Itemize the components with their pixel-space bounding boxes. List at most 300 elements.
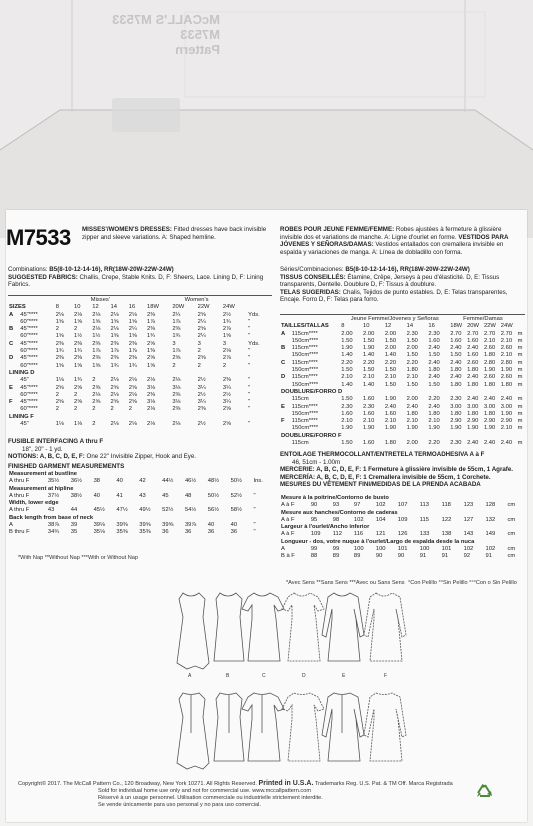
table-cell: A <box>281 330 286 337</box>
table-cell: 2¼ <box>128 326 137 333</box>
table-row <box>8 406 272 413</box>
table-cell: C <box>9 340 14 347</box>
table-cell: 2⅜ <box>222 377 231 384</box>
table-cell: " <box>248 421 251 428</box>
table-cell: 88 <box>310 553 318 560</box>
table-cell: m <box>517 374 523 381</box>
table-cell: 150cm**** <box>291 367 319 374</box>
table-cell: 2.40 <box>467 374 479 381</box>
table-cell: 113 <box>419 502 429 509</box>
technical-sketches <box>0 585 533 795</box>
title-fr: ROBES POUR JEUNE FEMME/FEMME: <box>280 226 395 233</box>
table-cell: 93 <box>332 502 340 509</box>
table-cell: m <box>517 330 523 337</box>
table-cell: 1.40 <box>363 352 375 359</box>
table-cell: 2½ <box>222 391 231 398</box>
table-cell: 8 <box>55 304 59 311</box>
table-cell: 45 <box>162 492 169 499</box>
table-cell: 2.30 <box>450 396 462 403</box>
table-cell: 2.30 <box>450 440 462 447</box>
table-cell: 2 <box>172 362 176 369</box>
table-cell: 2⅜ <box>172 406 181 413</box>
table-cell: 40 <box>116 478 123 485</box>
table-cell: 35⅜ <box>139 529 151 536</box>
desc-es: Vestidos entallados con cremallera invisible en espalda y variaciones de manga. A: Línea de dobladillo con forma. <box>280 241 504 256</box>
table-cell: 2⅛ <box>128 391 137 398</box>
table-cell: 2.20 <box>406 359 418 366</box>
table-cell: 150cm**** <box>291 381 319 388</box>
table-cell: 2 <box>92 377 96 384</box>
table-cell: 2 <box>55 326 59 333</box>
entoilage-value: 46, 51cm - 1.00m <box>292 458 341 466</box>
table-cell: 2.40 <box>483 396 496 403</box>
table-cell: cm <box>507 502 516 509</box>
table-cell: 1.60 <box>363 396 375 403</box>
table-cell: 2⅛ <box>222 348 231 355</box>
table-cell: A thru F <box>9 478 30 485</box>
table-cell: 2.40 <box>428 403 440 410</box>
table-cell: m <box>517 418 523 425</box>
table-cell: 1.90 <box>450 425 462 432</box>
table-cell: 2 <box>92 406 96 413</box>
table-cell: 2.40 <box>428 359 440 366</box>
table-cell: 37½ <box>47 492 60 499</box>
table-cell: 45"**** <box>20 311 38 318</box>
table-cell: 2⅝ <box>92 384 101 391</box>
table-cell: E <box>9 384 13 391</box>
table-cell: m <box>517 396 523 403</box>
table-row <box>280 517 525 524</box>
table-row <box>280 425 525 432</box>
table-cell: 89 <box>332 553 340 560</box>
footer <box>18 780 508 809</box>
table-cell: 16 <box>128 304 136 311</box>
table-cell: 150cm**** <box>291 425 319 432</box>
table-row <box>8 377 272 384</box>
nap-note-es: °Con Pelillo °°Sin Pelillo °°°Con o Sin Pelillo <box>408 580 517 586</box>
table-cell: 115cm**** <box>291 330 318 337</box>
table-cell: 102 <box>375 502 386 509</box>
table-row <box>280 352 525 359</box>
sketch-label-d: D <box>302 673 306 679</box>
table-cell: 126 <box>397 531 408 538</box>
table-cell: Mesure aux hanches/Contorno de caderas <box>281 509 398 516</box>
table-cell: Yds. <box>248 311 260 318</box>
mesures-label: MESURES DU VÊTEMENT FINI/MEDIDAS DE LA PRENDA ACABADA <box>280 481 481 488</box>
table-cell <box>247 304 272 311</box>
finished-measurements-metric <box>280 495 525 561</box>
table-cell: 43 <box>47 507 55 514</box>
table-cell: 1.90 <box>384 396 397 403</box>
table-cell: 1.80 <box>450 367 462 374</box>
table-cell: 3⅛ <box>147 399 156 406</box>
table-cell: 1⅝ <box>110 333 119 340</box>
table-cell: 2⅝ <box>92 399 101 406</box>
finished-measurements-us <box>8 471 272 537</box>
table-cell <box>280 352 291 359</box>
table-cell: 2.10 <box>341 374 353 381</box>
table-cell: TAILLES/TALLAS <box>281 323 329 330</box>
table-row <box>8 326 272 333</box>
table-cell: 1⅝ <box>92 362 101 369</box>
table-cell: 1.60 <box>363 410 375 417</box>
table-cell: 2 <box>197 348 201 355</box>
table-cell: 24W <box>500 323 513 330</box>
table-cell: 150cm**** <box>291 410 319 417</box>
table-cell: 35⅜ <box>116 529 128 536</box>
table-cell: 2⅜ <box>147 391 156 398</box>
notions-label: NOTIONS: A, B, C, D, E, F: <box>8 453 85 460</box>
table-cell: 2⅝ <box>55 399 64 406</box>
table-cell: 39⅜ <box>116 522 128 529</box>
table-cell: 2.00 <box>406 440 418 447</box>
table-cell: cm <box>507 531 516 538</box>
table-cell <box>19 297 54 304</box>
measure-heading <box>280 495 525 502</box>
right-description <box>280 226 525 256</box>
table-cell: 2⅛ <box>172 421 181 428</box>
table-cell: Jeune Femme/Jóvenes y Señoras <box>350 316 439 322</box>
table-cell: 3.00 <box>500 403 513 410</box>
sketch-label-a: A <box>188 673 192 679</box>
table-row <box>8 493 272 500</box>
table-cell: " <box>253 522 256 529</box>
table-cell: 1¾ <box>222 318 231 325</box>
table-cell: 42 <box>139 478 146 485</box>
table-row <box>280 546 525 553</box>
table-cell <box>517 323 525 330</box>
table-cell: 2 <box>73 326 78 333</box>
table-cell: 40 <box>207 522 215 529</box>
yardage-table-us <box>8 297 272 428</box>
table-cell: 2.40 <box>428 345 440 352</box>
table-cell: 2⅛ <box>128 311 137 318</box>
ghost-line: M7533 <box>180 27 220 42</box>
table-cell <box>8 363 19 370</box>
table-cell: 1¾ <box>147 333 156 340</box>
table-cell: 2.10 <box>406 418 418 425</box>
table-cell: 2.00 <box>341 330 353 337</box>
table-cell: 2⅛ <box>92 391 101 398</box>
table-cell: 41 <box>116 492 123 499</box>
sketch-front-e <box>322 593 364 661</box>
table-cell: 40 <box>230 522 238 529</box>
table-cell: D <box>281 374 286 381</box>
table-cell: 2.10 <box>428 418 440 425</box>
table-cell: 1.50 <box>363 367 375 374</box>
table-cell: 18W <box>147 304 159 311</box>
table-cell: 48 <box>184 492 192 499</box>
table-cell: 102 <box>463 546 474 553</box>
table-cell: " <box>248 326 251 333</box>
table-cell: 10 <box>73 304 81 311</box>
table-cell: 1¾ <box>73 348 83 355</box>
table-cell: 1.60 <box>384 410 397 417</box>
table-row <box>8 319 272 326</box>
table-cell: 90 <box>310 502 318 509</box>
table-cell: 2.10 <box>483 337 496 344</box>
table-cell: 2⅝ <box>147 355 156 362</box>
table-cell: 132 <box>485 516 496 523</box>
table-row <box>8 478 272 485</box>
table-cell: 1.50 <box>428 352 440 359</box>
table-cell: 2½ <box>197 377 206 384</box>
sketch-back-e <box>322 693 364 761</box>
table-cell: 2⅜ <box>110 355 119 362</box>
table-cell: 1⅞ <box>110 348 119 355</box>
sketch-back-f <box>364 693 406 761</box>
table-cell: 1.60 <box>363 440 375 447</box>
table-cell: 14 <box>110 304 117 311</box>
table-cell: 60"**** <box>20 406 38 413</box>
table-cell: 95 <box>310 516 318 523</box>
table-cell: 1.50 <box>384 381 397 388</box>
table-cell: 2.10 <box>500 352 513 359</box>
table-cell: 38⅞ <box>47 522 60 529</box>
table-cell: 115cm**** <box>291 359 318 366</box>
table-cell: 2.20 <box>428 396 440 403</box>
table-cell: 2 <box>222 362 227 369</box>
sketch-back-b <box>214 693 244 761</box>
table-cell: 102 <box>353 516 364 523</box>
table-cell: 2.10 <box>500 337 513 344</box>
table-cell: 48½ <box>207 478 220 485</box>
table-cell: 1¾ <box>128 362 137 369</box>
left-description <box>82 226 272 241</box>
table-cell: 2⅛ <box>110 391 119 398</box>
table-cell: 16 <box>428 323 435 330</box>
table-cell: 2.40 <box>450 359 462 366</box>
table-row <box>8 421 272 428</box>
table-cell: A à F <box>281 531 295 538</box>
table-cell: 2.40 <box>467 440 479 447</box>
table-cell: 45"**** <box>20 399 38 406</box>
table-cell: 1.50 <box>384 337 397 344</box>
table-cell: 14 <box>406 323 414 330</box>
table-cell: 60"**** <box>20 348 38 355</box>
table-cell: 1⅝ <box>73 318 83 325</box>
table-row <box>280 531 525 538</box>
table-cell: 2⅛ <box>73 311 83 318</box>
table-cell: 1.80 <box>428 367 440 374</box>
table-cell: 2.40 <box>384 403 397 410</box>
table-cell: cm <box>507 516 516 523</box>
table-cell: 115cm**** <box>291 418 318 425</box>
table-cell: 1⅞ <box>128 348 137 355</box>
table-cell <box>280 425 291 432</box>
series-label: Séries/Combinaciones: <box>280 266 344 273</box>
table-cell: Measurement at hipline <box>9 485 74 492</box>
table-cell: m <box>517 440 523 447</box>
table-cell: 10 <box>363 323 370 330</box>
table-cell: 2.90 <box>450 418 462 425</box>
desc-fr: Robes ajustées à fermeture à glissière invisible dos et variations de manche. A: Ligne d'ourlet en forme. <box>280 226 502 241</box>
sketch-front-b <box>214 593 244 661</box>
table-cell: B <box>281 345 286 352</box>
table-cell: 2.20 <box>384 359 397 366</box>
table-cell: 39⅛ <box>93 522 105 529</box>
table-cell: 2.10 <box>406 374 418 381</box>
table-cell: 1.90 <box>428 425 440 432</box>
table-cell: 121 <box>375 531 386 538</box>
divider <box>8 295 272 296</box>
table-cell: Width, lower edge <box>9 500 59 507</box>
table-row <box>280 360 525 367</box>
table-cell: 1.50 <box>341 367 353 374</box>
table-cell: 24W <box>222 304 235 311</box>
table-cell: 2⅜ <box>110 340 119 347</box>
table-cell: 118 <box>441 502 451 509</box>
table-cell: " <box>248 362 251 369</box>
table-cell: 2¼ <box>197 333 206 340</box>
table-cell: 99 <box>310 546 318 553</box>
table-group-row <box>280 316 525 323</box>
table-cell: 1¾ <box>55 348 64 355</box>
table-cell: 1.90 <box>483 425 496 432</box>
table-cell: 2 <box>110 406 114 413</box>
table-cell: 3⅛ <box>172 384 181 391</box>
table-cell: 1⅞ <box>92 348 101 355</box>
table-cell: 115cm <box>291 396 309 403</box>
table-cell: 2⅝ <box>147 340 156 347</box>
table-cell: F <box>9 399 13 406</box>
table-cell: 1⅛ <box>55 421 64 428</box>
table-cell: 2⅜ <box>73 340 83 347</box>
table-cell: 100 <box>375 546 386 553</box>
table-row <box>280 338 525 345</box>
table-cell: Yds. <box>248 340 260 347</box>
table-cell: 2⅛ <box>172 377 181 384</box>
table-cell: 12 <box>384 323 392 330</box>
table-cell: 2¼ <box>172 311 181 318</box>
table-cell: 2.70 <box>467 330 479 337</box>
merceria-value: MERCERÍA: A, B, C, D, E, F: 1 Cremallera invisible de 55cm, 1 Corchete. <box>280 473 491 481</box>
table-cell: 115 <box>419 516 429 523</box>
table-cell: 2.40 <box>428 374 440 381</box>
table-header <box>280 323 525 330</box>
table-cell: 2⅛ <box>110 421 119 428</box>
divider <box>280 314 525 315</box>
table-cell: " <box>253 529 256 536</box>
table-cell: A thru F <box>9 492 30 499</box>
table-cell: 90 <box>397 553 405 560</box>
table-cell: 3 <box>197 340 201 347</box>
table-cell: 1.40 <box>341 381 353 388</box>
footer-url[interactable]: www.mccallpattern.com <box>252 788 311 794</box>
table-cell: 45"**** <box>20 355 38 362</box>
table-cell: 2.40 <box>500 396 513 403</box>
table-cell: m <box>517 337 523 344</box>
table-header <box>8 304 272 311</box>
table-row <box>8 363 272 370</box>
table-cell: 1.90 <box>467 425 479 432</box>
table-cell: 45"**** <box>20 340 38 347</box>
table-cell: 100 <box>419 546 430 553</box>
table-row <box>8 399 272 406</box>
table-cell: 3¼ <box>197 399 206 406</box>
table-cell: 2.00 <box>384 330 397 337</box>
table-cell: 1.50 <box>406 381 418 388</box>
table-cell <box>8 406 19 413</box>
table-cell: 58½ <box>230 507 242 514</box>
table-cell: 1.90 <box>500 367 513 374</box>
table-cell: 2⅞ <box>222 355 231 362</box>
table-cell: 91 <box>485 553 492 560</box>
table-cell: 2⅝ <box>73 384 83 391</box>
table-row <box>280 374 525 381</box>
table-cell: " <box>248 348 251 355</box>
telas-label: TELAS SUGERIDAS: <box>280 288 341 296</box>
table-cell: 38½ <box>70 492 83 499</box>
fabrics-value: Challis, Crepe, Stable Knits. D, F: Sheers, Lace. Lining D, F: Lining Fabrics. <box>8 273 264 288</box>
table-cell: 1.40 <box>363 381 375 388</box>
table-cell: " <box>248 318 251 325</box>
table-cell: 2⅝ <box>197 355 206 362</box>
table-cell: SIZES <box>9 304 26 311</box>
flap-outline <box>0 0 533 238</box>
table-cell: 2⅛ <box>110 326 119 333</box>
table-cell: 2.20 <box>341 359 353 366</box>
table-cell: 1½ <box>73 333 83 340</box>
table-cell: 1.80 <box>483 352 496 359</box>
table-cell: 1.50 <box>406 352 418 359</box>
table-cell: 2 <box>55 406 59 413</box>
table-row <box>8 341 272 348</box>
sketch-front-c <box>242 593 284 661</box>
printed-in: Printed in U.S.A. <box>258 780 314 787</box>
table-cell: 2.40 <box>467 396 479 403</box>
table-cell: 1.90 <box>500 410 513 417</box>
table-cell <box>280 396 291 403</box>
table-row <box>8 414 272 421</box>
table-cell: 2.40 <box>500 440 513 447</box>
table-cell: 2½ <box>197 391 206 398</box>
table-cell <box>8 333 19 340</box>
table-cell: 2 <box>197 362 201 369</box>
table-cell: 2⅜ <box>197 406 206 413</box>
table-cell: 1⅝ <box>128 333 137 340</box>
table-cell: 1.80 <box>450 410 462 417</box>
table-cell: 1⅝ <box>147 362 156 369</box>
table-cell: 3 <box>172 340 176 347</box>
table-cell: 2.10 <box>500 425 513 432</box>
table-cell <box>517 316 525 323</box>
table-cell: 3.00 <box>467 403 479 410</box>
table-cell: 1.90 <box>363 425 375 432</box>
table-cell: B <box>9 326 14 333</box>
footer-line3: Réservé à un usage personnel. Utilisation commerciale ou industrielle strictement interdite. <box>98 795 323 801</box>
table-cell: 54½ <box>184 507 197 514</box>
table-cell: Longueur - dos, votre nuque à l'ourlet/Largo de espalda desde la nuca <box>281 538 475 545</box>
table-cell: 2.60 <box>467 359 479 366</box>
right-notions <box>280 451 525 489</box>
table-cell: 1.60 <box>467 337 479 344</box>
table-cell: 1.90 <box>384 425 397 432</box>
table-cell: 1.90 <box>341 345 353 352</box>
table-cell <box>8 319 19 326</box>
table-cell: 36 <box>184 529 192 536</box>
table-cell: 2½ <box>222 311 231 318</box>
table-cell: 2 <box>73 391 78 398</box>
table-cell: m <box>517 367 523 374</box>
table-cell: 90 <box>375 553 383 560</box>
table-cell: A <box>9 311 14 318</box>
table-cell: 2⅝ <box>110 384 119 391</box>
table-cell: 1.80 <box>467 367 479 374</box>
table-cell: 1.50 <box>406 337 418 344</box>
combos-label: Combinations: <box>8 266 48 273</box>
table-cell: 39⅝ <box>162 522 174 529</box>
